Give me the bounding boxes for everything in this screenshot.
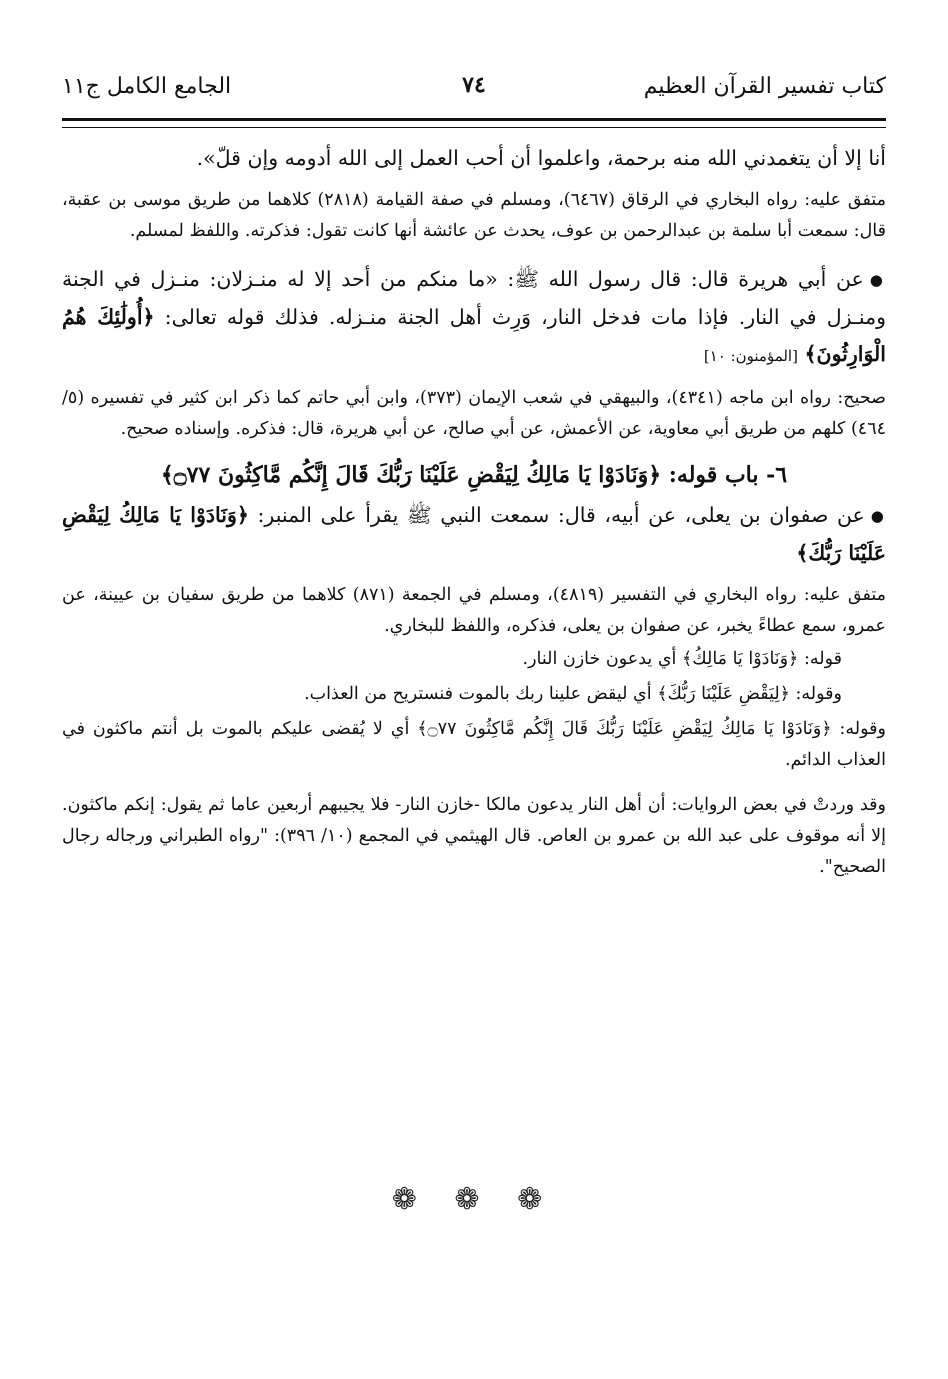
quran-verse: ﴿وَنَادَوْا يَا مَالِكُ لِيَقْضِ عَلَيْنَا رَبُّكَ﴾ — [62, 503, 886, 565]
tafsir-line-1 — [62, 644, 886, 675]
header-rule — [62, 118, 886, 128]
takhrij-note-1: متفق عليه: رواه البخاري في الرقاق (٦٤٦٧)، ومسلم في صفة القيامة (٢٨١٨) كلاهما من طريق موسى بن عقبة، قال: سمعت أبا سلمة بن عبدالرحمن بن عوف، يحدث عن عائشة أنها كانت تقول: فذكرته. واللفظ لمسلم. — [62, 190, 886, 241]
lead-word: وقوله: — [839, 719, 886, 739]
chapter-title: ٦- باب قوله: — [668, 462, 788, 488]
explanation: أي يدعون خازن النار. — [522, 649, 677, 669]
explanation: أي لا يُقضى عليكم بالموت بل أنتم ماكثون في العذاب الدائم. — [62, 719, 886, 770]
chapter-verse: ﴿وَنَادَوْا يَا مَالِكُ لِيَقْضِ عَلَيْنَا رَبُّكَ قَالَ إِنَّكُم مَّاكِثُونَ ۝٧٧﴾ — [160, 462, 662, 488]
page-header — [62, 66, 886, 106]
hadith-text-continuation: أنا إلا أن يتغمدني الله منه برحمة، واعلموا أن أحب العمل إلى الله أدومه وإن قلّ». — [196, 146, 886, 170]
hadith-text: عن أبي هريرة قال: قال رسول الله ﷺ: «ما منكم من أحد إلا له منـزلان: منـزل في الجنة ومنـزل في النار. فإذا مات فدخل النار، وَرِث أهل الجنة منـزله. فذلك قوله تعالى: — [62, 267, 886, 329]
bullet-icon: ● — [870, 507, 886, 525]
takhrij-note-2: صحيح: رواه ابن ماجه (٤٣٤١)، والبيهقي في شعب الإيمان (٣٧٣)، وابن أبي حاتم كما ذكر ابن كثير في تفسيره (٥/ ٤٦٤) كلهم من طريق أبي معاوية، عن الأعمش، عن أبي صالح، عن أبي هريرة، قال: فذكره. وإسناده صحيح. — [62, 388, 886, 439]
quran-verse: ﴿وَنَادَوْا يَا مَالِكُ﴾ — [682, 649, 799, 669]
volume-label: الجامع الكامل ج١١ — [62, 74, 232, 99]
lead-word: قوله: — [803, 649, 842, 669]
bullet-icon: ● — [869, 271, 886, 289]
quran-verse: ﴿وَنَادَوْا يَا مَالِكُ لِيَقْضِ عَلَيْنَا رَبُّكَ قَالَ إِنَّكُم مَّاكِثُونَ ۝٧٧﴾ — [417, 719, 832, 739]
hadith-abu-hurayra — [62, 261, 886, 375]
quran-verse: ﴿أُولَٰئِكَ هُمُ الْوَارِثُونَ﴾ — [62, 305, 886, 366]
book-title: كتاب تفسير القرآن العظيم — [643, 74, 886, 99]
page-number: ٧٤ — [462, 72, 486, 98]
tafsir-line-3 — [62, 714, 886, 776]
lead-word: وقوله: — [795, 684, 842, 704]
additional-note: وقد وردتْ في بعض الروايات: أن أهل النار يدعون مالكا -خازن النار- فلا يجيبهم أربعين عاما ثم يقول: إنكم ماكثون. إلا أنه موقوف على عبد الله بن عمرو بن العاص. قال الهيثمي في المجمع (١٠/ ٣٩٦): "رواه الطبراني ورجاله رجال الصحيح". — [62, 795, 886, 877]
explanation: أي ليقض علينا ربك بالموت فنستريح من العذاب. — [304, 684, 652, 704]
takhrij-note-3: متفق عليه: رواه البخاري في التفسير (٤٨١٩)، ومسلم في الجمعة (٨٧١) كلاهما من طريق سفيان بن عيينة، عن عمرو، سمع عطاءً يخبر، عن صفوان بن يعلى، فذكره، واللفظ للبخاري. — [62, 585, 886, 636]
hadith-text: عن صفوان بن يعلى، عن أبيه، قال: سمعت النبي ﷺ يقرأ على المنبر: — [257, 503, 865, 527]
quran-verse: ﴿لِيَقْضِ عَلَيْنَا رَبُّكَ﴾ — [657, 684, 790, 704]
verse-citation: [المؤمنون: ١٠] — [703, 347, 798, 365]
chapter-heading — [62, 453, 886, 497]
flower-ornament-icon: ❁ ❁ ❁ — [391, 1182, 557, 1217]
page-body — [62, 130, 886, 883]
hadith-safwan — [62, 497, 886, 572]
tafsir-line-2 — [62, 679, 886, 710]
